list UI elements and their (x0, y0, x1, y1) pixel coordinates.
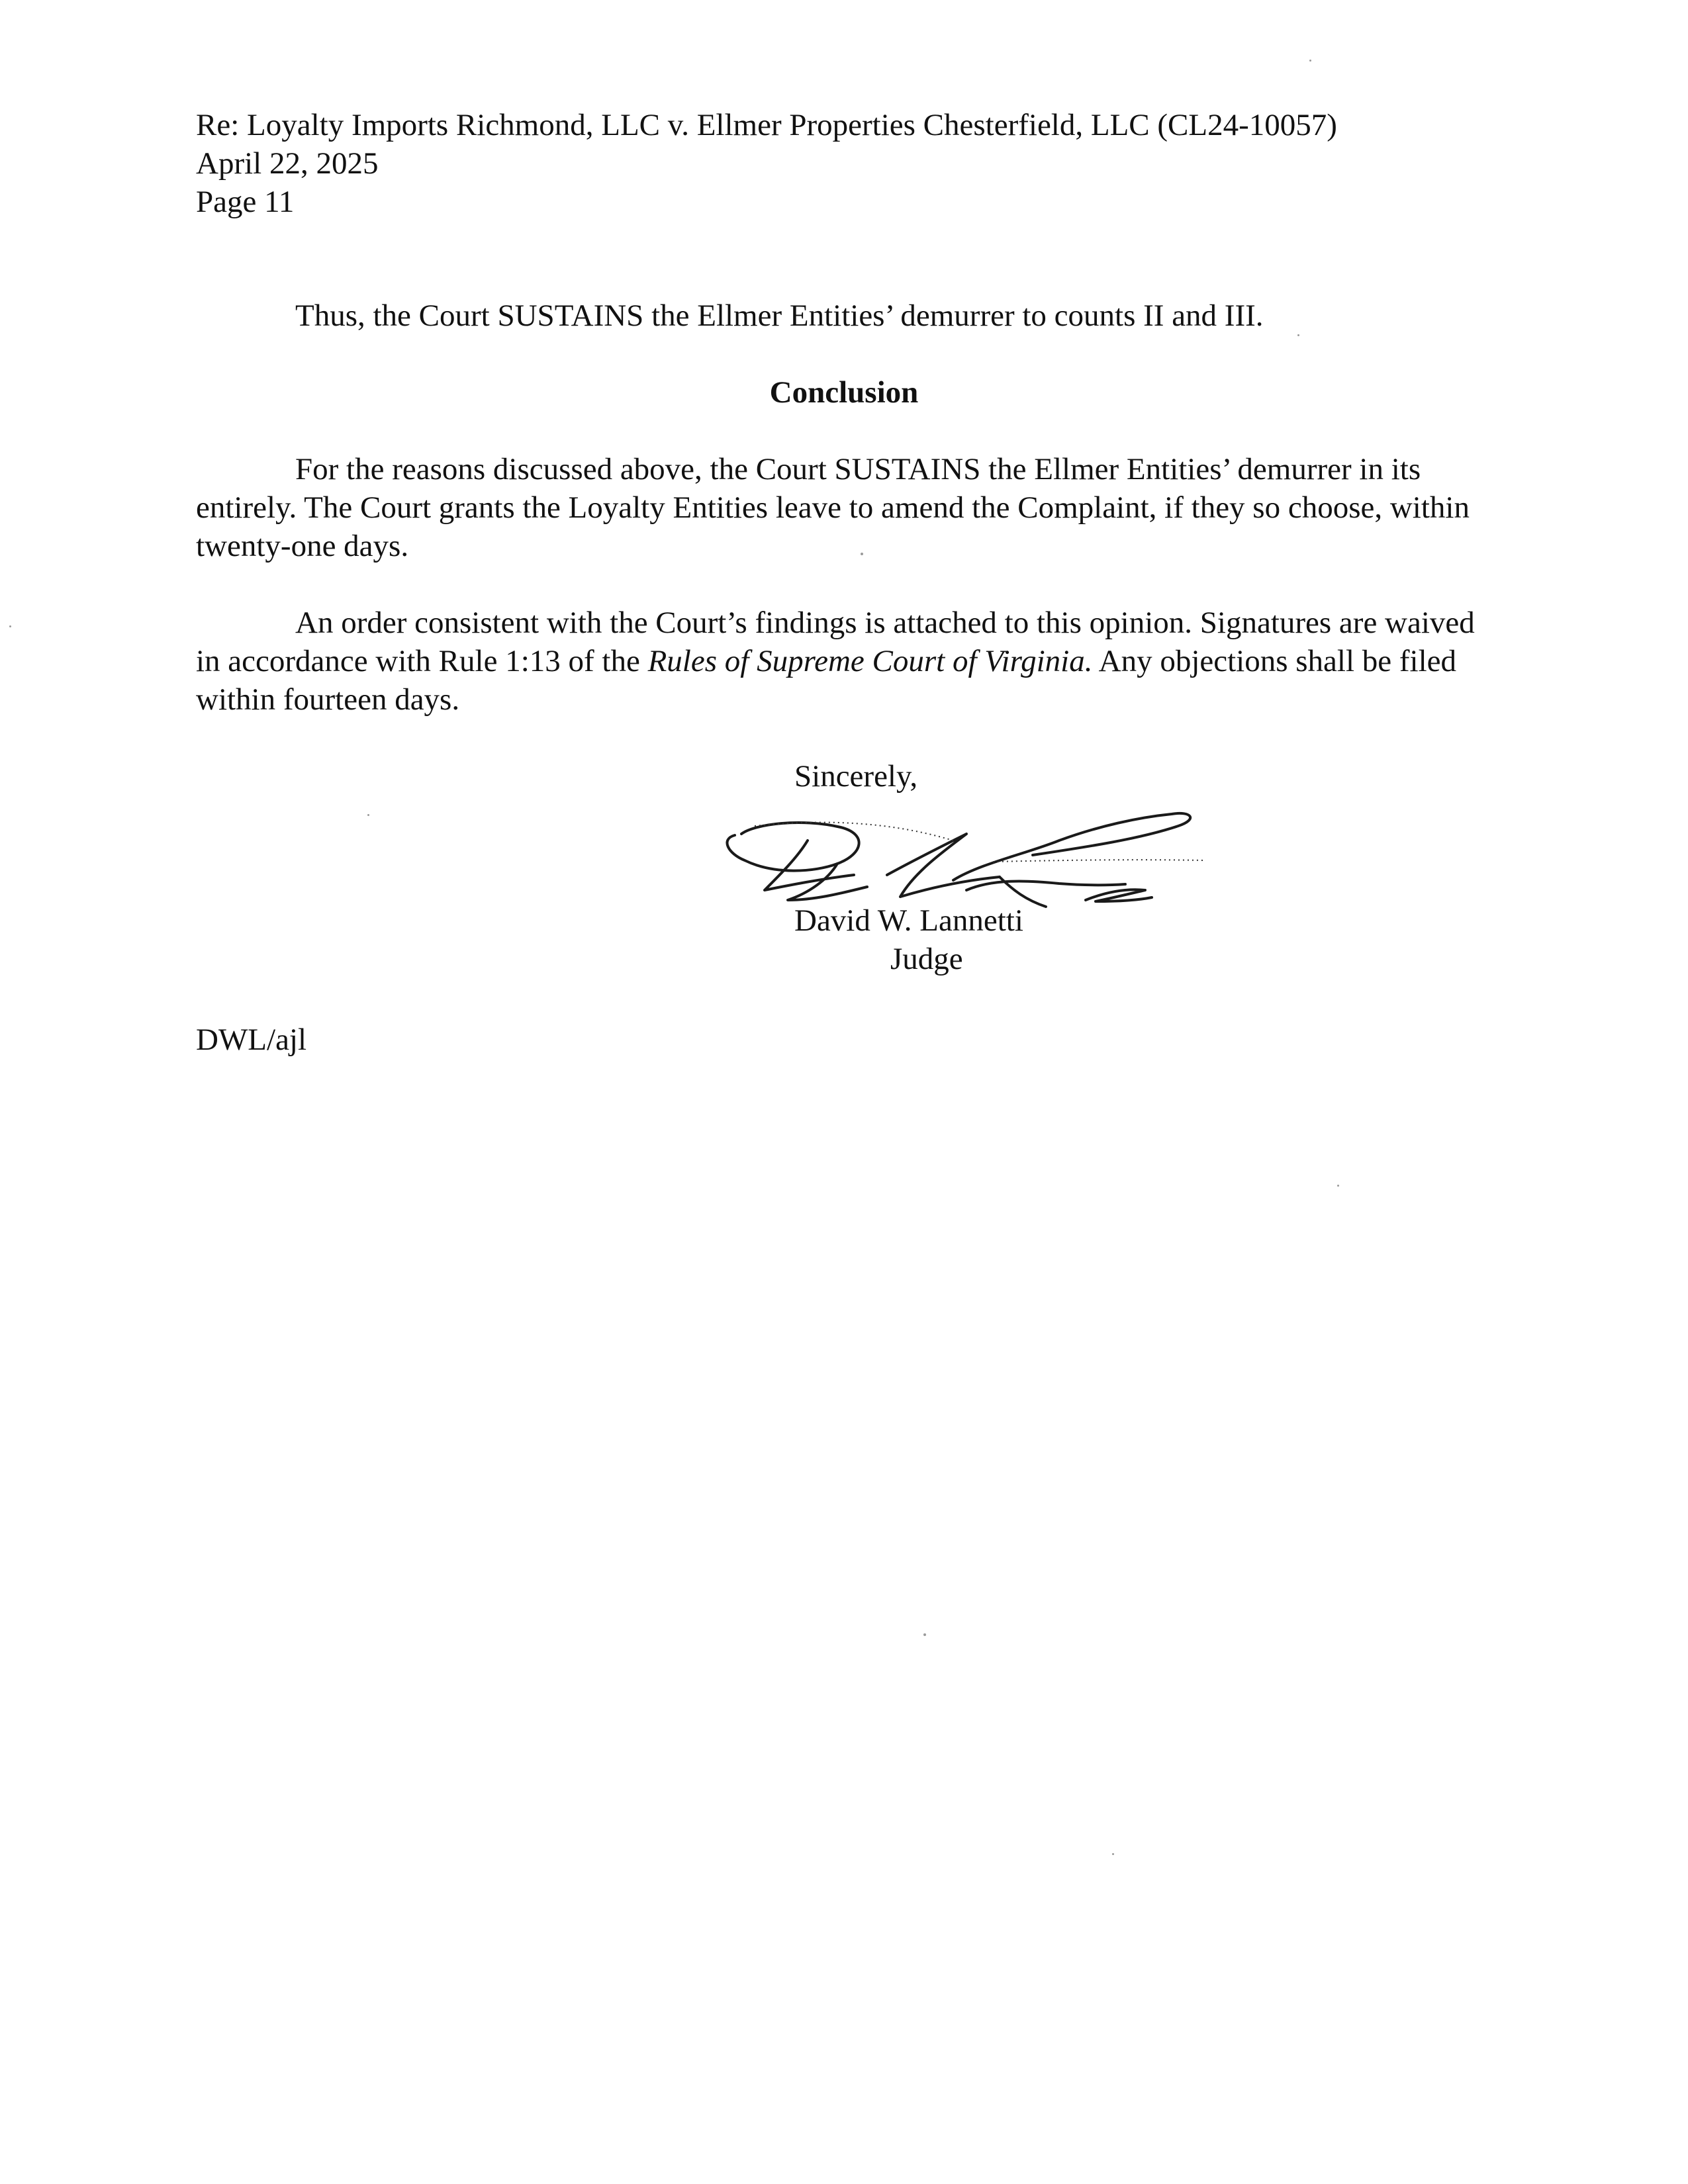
header-re-line: Re: Loyalty Imports Richmond, LLC v. Ellmer Properties Chesterfield, LLC (CL24-10057) (196, 108, 1337, 142)
header-date: April 22, 2025 (196, 146, 379, 181)
rules-citation: Rules of Supreme Court of Virginia. (647, 644, 1093, 678)
conclusion-paragraph (196, 450, 1493, 565)
conclusion-paragraph-text: For the reasons discussed above, the Court SUSTAINS the Ellmer Entities’ demurrer in its entirely. The Court grants the Loyalty Entities leave to amend the Complaint, if they so choose, within twenty-one days. (196, 452, 1470, 563)
scan-speck (923, 1633, 926, 1636)
scan-speck (1297, 334, 1299, 336)
scan-speck (1309, 60, 1311, 62)
scan-speck (1337, 1185, 1339, 1187)
closing-salutation: Sincerely, (794, 759, 918, 794)
conclusion-heading: Conclusion (769, 375, 919, 410)
signatory-name: David W. Lannetti (794, 903, 1023, 938)
scan-speck (861, 553, 863, 555)
scan-speck (9, 625, 11, 627)
sustain-paragraph (196, 296, 1493, 335)
typist-initials: DWL/ajl (196, 1023, 307, 1057)
order-paragraph-text-2: Any objections shall be filed within fourteen days. (196, 644, 1457, 717)
sustain-paragraph-text: Thus, the Court SUSTAINS the Ellmer Entities’ demurrer to counts II and III. (295, 298, 1264, 333)
scan-speck (1112, 1853, 1114, 1855)
scan-speck (367, 814, 369, 816)
order-paragraph-text-1: An order consistent with the Court’s findings is attached to this opinion. Signatures are waived in accordance with Rule 1:13 of the (196, 606, 1475, 678)
signatory-title: Judge (890, 942, 963, 976)
header-page-number: Page 11 (196, 185, 295, 219)
order-paragraph (196, 604, 1493, 719)
